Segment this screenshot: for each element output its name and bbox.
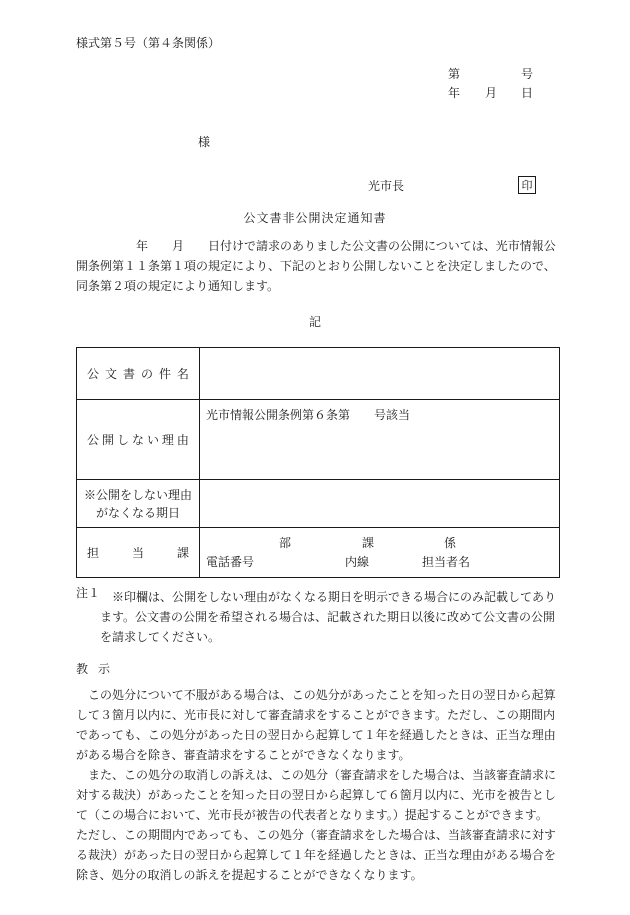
table-row-document-name <box>77 348 560 400</box>
staff-section-value <box>200 528 560 578</box>
ki-heading: 記 <box>308 315 321 329</box>
document-number-suffix: 号 <box>521 67 534 81</box>
label-char: 当 <box>131 545 144 560</box>
staff-department-line <box>200 536 559 550</box>
note-line: ※印欄は、公開をしない理由がなくなる期日を明示できる場合にのみ記載してあり <box>112 590 557 604</box>
instruction-line: であっても、この処分があった日の翌日から起算して１年を経過したときは、正当な理由 <box>76 728 556 742</box>
decision-table <box>76 347 560 578</box>
date-month: 月 <box>485 86 498 100</box>
instruction-line: て（この場合において、光市長が被告の代表者となります。）提起することができます。 <box>76 808 548 822</box>
notice-body-line: 年 月 日付けで請求のありました公文書の公開については、光市情報公 <box>76 239 556 253</box>
instruction-line: 対する裁決）があったことを知った日の翌日から起算して６箇月以内に、光市を被告とし <box>76 788 556 802</box>
seal-text: 印 <box>521 178 533 192</box>
date-year: 年 <box>448 86 461 100</box>
instruction-line: る裁決）があった日の翌日から起算して１年を経過したときは、正当な理由がある場合を <box>76 848 556 862</box>
instruction-line: ただし、この期間内であっても、この処分（審査請求をした場合は、当該審査請求に対す <box>76 828 556 842</box>
instruction-line: して３箇月以内に、光市長に対して審査請求をすることができます。ただし、この期間内 <box>76 708 556 722</box>
instruction-body <box>76 685 566 885</box>
section-label: 課 <box>362 536 375 550</box>
instruction-line: また、この処分の取消しの訴えは、この処分（審査請求をした場合は、当該審査請求に <box>76 768 557 782</box>
expiry-label-line: がなくなる期日 <box>95 505 180 520</box>
expiry-date-label <box>77 480 200 528</box>
document-title: 公文書非公開決定通知書 <box>243 211 387 225</box>
note-heading: 注１ <box>76 586 101 600</box>
instruction-heading: 教示 <box>76 662 121 676</box>
department-label: 部 <box>279 536 292 550</box>
label-char: な <box>131 432 144 447</box>
label-char: 公 <box>87 432 100 447</box>
addressee-suffix: 様 <box>198 135 211 149</box>
extension-label: 内線 <box>345 555 370 569</box>
document-name-label <box>77 348 200 400</box>
label-char: 課 <box>176 545 189 560</box>
person-in-charge-label: 担当者名 <box>422 555 471 569</box>
phone-label: 電話番号 <box>206 555 255 569</box>
label-char: 由 <box>176 432 189 447</box>
document-name-value <box>200 348 560 400</box>
note-line: を請求してください。 <box>100 630 221 644</box>
staff-contact-line <box>200 555 559 569</box>
label-char: の <box>140 366 153 381</box>
seal-mark <box>518 176 536 194</box>
notice-body-line: 開条例第１１条第１項の規定により、下記のとおり公開しないことを決定しましたので、 <box>76 259 556 273</box>
label-char: 文 <box>104 366 117 381</box>
table-row-reason <box>77 400 560 480</box>
table-row-staff <box>77 528 560 578</box>
label-char: 名 <box>176 366 189 381</box>
instruction-line: がある場合を除き、審査請求をすることができなくなります。 <box>76 748 411 762</box>
instruction-line: この処分について不服がある場合は、この処分があったことを知った日の翌日から起算 <box>76 688 556 702</box>
label-char: 担 <box>87 545 100 560</box>
table-row-expiry <box>77 480 560 528</box>
instruction-line: 除き、処分の取消しの訴えを提起することができなくなります。 <box>76 868 423 882</box>
label-char: い <box>146 432 159 447</box>
label-char: 公 <box>87 366 100 381</box>
unit-label: 係 <box>444 536 457 550</box>
label-char: 書 <box>122 366 135 381</box>
label-char: し <box>116 432 129 447</box>
form-number: 様式第５号（第４条関係） <box>76 36 221 50</box>
reason-value <box>200 400 560 480</box>
label-char: 開 <box>101 432 114 447</box>
staff-section-label <box>77 528 200 578</box>
notice-body <box>76 236 556 296</box>
issuer-name: 光市長 <box>368 179 405 193</box>
expiry-date-value <box>200 480 560 528</box>
notice-body-line: 同条第２項の規定により通知します。 <box>76 279 280 293</box>
reason-label <box>77 400 200 480</box>
note-line: ます。公文書の公開を希望される場合は、記載された期日以後に改めて公文書の公開 <box>100 610 556 624</box>
expiry-label-line: ※公開をしない理由 <box>83 487 192 502</box>
label-char: 理 <box>161 432 174 447</box>
reason-text: 光市情報公開条例第６条第 号該当 <box>206 408 411 422</box>
document-number-label: 第 <box>448 67 461 81</box>
note-body <box>100 587 560 647</box>
label-char: 件 <box>158 366 171 381</box>
date-day: 日 <box>521 86 534 100</box>
